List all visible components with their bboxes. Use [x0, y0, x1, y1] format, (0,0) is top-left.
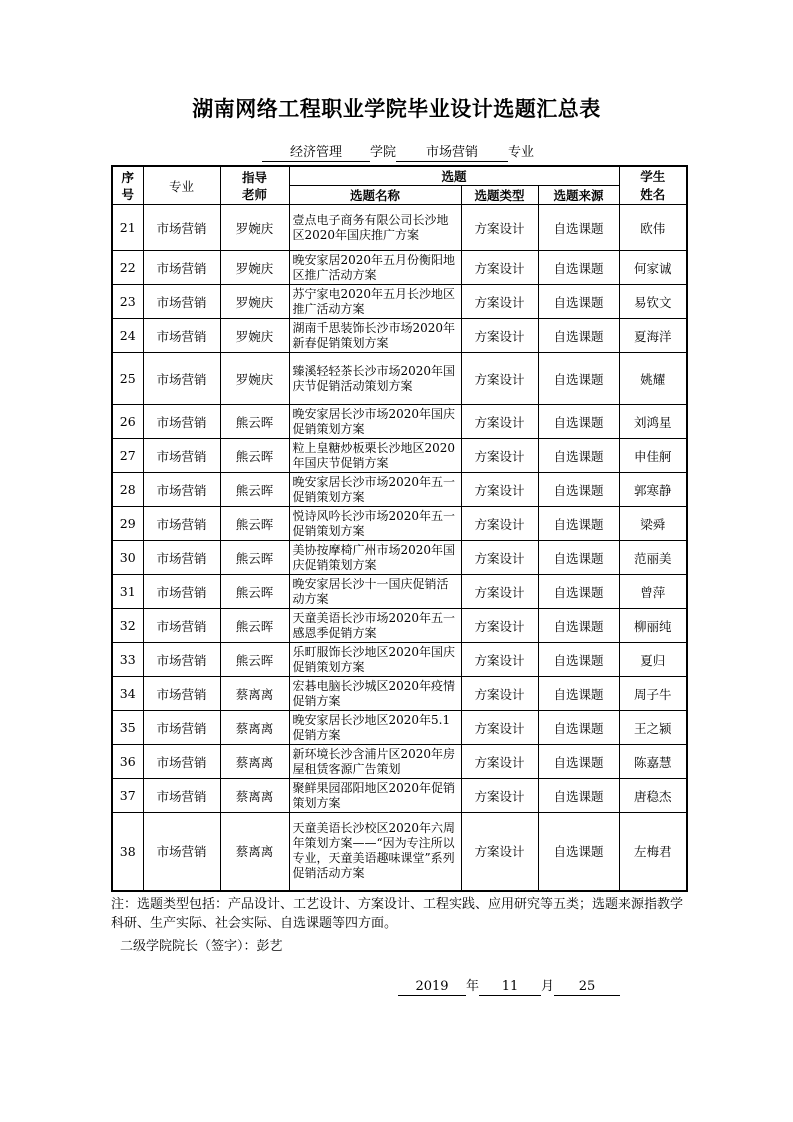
row-student: 郭寒静 — [619, 473, 687, 507]
row-advisor: 蔡离离 — [220, 813, 289, 891]
row-advisor: 熊云晖 — [220, 439, 289, 473]
row-number: 30 — [112, 541, 143, 575]
table-note: 注：选题类型包括：产品设计、工艺设计、方案设计、工程实践、应用研究等五类；选题来源指教学科研、生产实际、社会实际、自选课题等四方面。 — [111, 897, 684, 931]
row-number: 35 — [112, 711, 143, 745]
row-number: 28 — [112, 473, 143, 507]
signature-line — [120, 935, 283, 954]
row-topic-type: 方案设计 — [461, 541, 538, 575]
row-number: 29 — [112, 507, 143, 541]
row-student: 刘鸿星 — [619, 405, 687, 439]
table-row — [112, 643, 687, 677]
row-topic-source: 自选课题 — [538, 745, 619, 779]
college-suffix: 学院 — [370, 145, 397, 160]
major-suffix: 专业 — [508, 145, 535, 160]
row-major: 市场营销 — [143, 319, 220, 353]
row-topic-name: 臻溪轻轻茶长沙市场2020年国庆节促销活动策划方案 — [289, 353, 461, 405]
row-number: 38 — [112, 813, 143, 891]
header-advisor: 指导老师 — [220, 166, 289, 205]
row-topic-type: 方案设计 — [461, 205, 538, 251]
row-topic-type: 方案设计 — [461, 779, 538, 813]
date-month-label: 月 — [541, 979, 555, 994]
table-row — [112, 439, 687, 473]
row-topic-source: 自选课题 — [538, 711, 619, 745]
table-row — [112, 711, 687, 745]
row-topic-source: 自选课题 — [538, 779, 619, 813]
row-number: 26 — [112, 405, 143, 439]
major-value: 市场营销 — [396, 145, 508, 162]
row-advisor: 熊云晖 — [220, 473, 289, 507]
row-number: 34 — [112, 677, 143, 711]
table-row — [112, 473, 687, 507]
row-topic-name: 美协按摩椅广州市场2020年国庆促销策划方案 — [289, 541, 461, 575]
row-topic-type: 方案设计 — [461, 439, 538, 473]
row-topic-type: 方案设计 — [461, 319, 538, 353]
row-topic-type: 方案设计 — [461, 285, 538, 319]
topic-summary-table — [111, 165, 688, 892]
table-row — [112, 205, 687, 251]
row-student: 易钦文 — [619, 285, 687, 319]
row-topic-source: 自选课题 — [538, 439, 619, 473]
row-topic-type: 方案设计 — [461, 353, 538, 405]
table-row — [112, 609, 687, 643]
row-advisor: 蔡离离 — [220, 779, 289, 813]
row-number: 22 — [112, 251, 143, 285]
row-topic-type: 方案设计 — [461, 405, 538, 439]
row-advisor: 罗婉庆 — [220, 319, 289, 353]
row-topic-type: 方案设计 — [461, 711, 538, 745]
row-topic-source: 自选课题 — [538, 405, 619, 439]
row-topic-type: 方案设计 — [461, 575, 538, 609]
row-major: 市场营销 — [143, 507, 220, 541]
college-major-line — [262, 145, 534, 162]
row-topic-source: 自选课题 — [538, 473, 619, 507]
row-topic-type: 方案设计 — [461, 813, 538, 891]
row-major: 市场营销 — [143, 285, 220, 319]
row-topic-name: 晚安家居长沙地区2020年5.1促销方案 — [289, 711, 461, 745]
row-topic-name: 新环境长沙含浦片区2020年房屋租赁客源广告策划 — [289, 745, 461, 779]
row-topic-type: 方案设计 — [461, 609, 538, 643]
row-major: 市场营销 — [143, 609, 220, 643]
row-major: 市场营销 — [143, 473, 220, 507]
row-major: 市场营销 — [143, 541, 220, 575]
header-topic-name: 选题名称 — [289, 186, 461, 205]
row-number: 21 — [112, 205, 143, 251]
row-topic-type: 方案设计 — [461, 251, 538, 285]
row-major: 市场营销 — [143, 353, 220, 405]
row-major: 市场营销 — [143, 439, 220, 473]
row-student: 范丽美 — [619, 541, 687, 575]
header-topic-source: 选题来源 — [538, 186, 619, 205]
table-row — [112, 319, 687, 353]
table-row — [112, 813, 687, 891]
row-advisor: 蔡离离 — [220, 745, 289, 779]
date-line — [398, 975, 620, 996]
row-topic-source: 自选课题 — [538, 285, 619, 319]
row-topic-source: 自选课题 — [538, 677, 619, 711]
row-topic-source: 自选课题 — [538, 541, 619, 575]
header-major: 专业 — [143, 166, 220, 205]
row-number: 32 — [112, 609, 143, 643]
row-major: 市场营销 — [143, 745, 220, 779]
row-advisor: 蔡离离 — [220, 711, 289, 745]
row-number: 31 — [112, 575, 143, 609]
row-number: 36 — [112, 745, 143, 779]
row-major: 市场营销 — [143, 575, 220, 609]
row-student: 唐稳杰 — [619, 779, 687, 813]
row-topic-source: 自选课题 — [538, 353, 619, 405]
row-number: 27 — [112, 439, 143, 473]
row-advisor: 罗婉庆 — [220, 353, 289, 405]
row-topic-name: 苏宁家电2020年五月长沙地区推广活动方案 — [289, 285, 461, 319]
college-value: 经济管理 — [262, 145, 370, 162]
row-topic-type: 方案设计 — [461, 643, 538, 677]
row-topic-source: 自选课题 — [538, 205, 619, 251]
row-student: 周子牛 — [619, 677, 687, 711]
row-topic-name: 宏碁电脑长沙城区2020年疫情促销方案 — [289, 677, 461, 711]
row-topic-name: 天童美语长沙市场2020年五一感恩季促销方案 — [289, 609, 461, 643]
row-topic-name: 粒上皇糖炒板栗长沙地区2020年国庆节促销方案 — [289, 439, 461, 473]
row-student: 何家诚 — [619, 251, 687, 285]
row-topic-name: 天童美语长沙校区2020年六周年策划方案——“因为专注所以专业，天童美语趣味课堂”系列促销活动方案 — [289, 813, 461, 891]
header-student: 学生姓名 — [619, 166, 687, 205]
row-major: 市场营销 — [143, 405, 220, 439]
date-year: 2019 — [398, 979, 466, 996]
row-student: 左梅君 — [619, 813, 687, 891]
row-number: 23 — [112, 285, 143, 319]
row-topic-source: 自选课题 — [538, 575, 619, 609]
row-student: 夏归 — [619, 643, 687, 677]
signature-label: 二级学院院长（签字）： — [120, 939, 257, 954]
table-row — [112, 251, 687, 285]
page-title: 湖南网络工程职业学院毕业设计选题汇总表 — [192, 97, 601, 121]
row-advisor: 熊云晖 — [220, 541, 289, 575]
row-topic-name: 湖南千思装饰长沙市场2020年新春促销策划方案 — [289, 319, 461, 353]
table-row — [112, 745, 687, 779]
table-row — [112, 779, 687, 813]
row-number: 33 — [112, 643, 143, 677]
row-topic-source: 自选课题 — [538, 319, 619, 353]
row-student: 夏海洋 — [619, 319, 687, 353]
row-number: 25 — [112, 353, 143, 405]
row-topic-type: 方案设计 — [461, 745, 538, 779]
row-advisor: 熊云晖 — [220, 575, 289, 609]
row-number: 24 — [112, 319, 143, 353]
row-advisor: 罗婉庆 — [220, 205, 289, 251]
row-student: 柳丽纯 — [619, 609, 687, 643]
row-topic-name: 乐町服饰长沙地区2020年国庆促销策划方案 — [289, 643, 461, 677]
row-major: 市场营销 — [143, 677, 220, 711]
row-topic-name: 晚安家居长沙市场2020年五一促销策划方案 — [289, 473, 461, 507]
date-day: 25 — [554, 979, 620, 996]
table-row — [112, 285, 687, 319]
row-topic-name: 晚安家居长沙市场2020年国庆促销策划方案 — [289, 405, 461, 439]
row-major: 市场营销 — [143, 251, 220, 285]
row-student: 王之颍 — [619, 711, 687, 745]
row-topic-source: 自选课题 — [538, 813, 619, 891]
row-topic-type: 方案设计 — [461, 473, 538, 507]
row-topic-source: 自选课题 — [538, 251, 619, 285]
table-row — [112, 405, 687, 439]
row-advisor: 罗婉庆 — [220, 251, 289, 285]
row-student: 梁舜 — [619, 507, 687, 541]
row-topic-source: 自选课题 — [538, 507, 619, 541]
row-advisor: 蔡离离 — [220, 677, 289, 711]
row-advisor: 熊云晖 — [220, 507, 289, 541]
table-row — [112, 541, 687, 575]
row-major: 市场营销 — [143, 643, 220, 677]
row-student: 陈嘉慧 — [619, 745, 687, 779]
row-topic-source: 自选课题 — [538, 643, 619, 677]
table-row — [112, 353, 687, 405]
row-advisor: 熊云晖 — [220, 405, 289, 439]
header-topic-type: 选题类型 — [461, 186, 538, 205]
row-topic-name: 壹点电子商务有限公司长沙地区2020年国庆推广方案 — [289, 205, 461, 251]
table-row — [112, 575, 687, 609]
row-advisor: 熊云晖 — [220, 609, 289, 643]
row-major: 市场营销 — [143, 205, 220, 251]
row-major: 市场营销 — [143, 779, 220, 813]
row-topic-type: 方案设计 — [461, 507, 538, 541]
row-student: 欧伟 — [619, 205, 687, 251]
row-topic-type: 方案设计 — [461, 677, 538, 711]
row-student: 申佳舸 — [619, 439, 687, 473]
row-topic-name: 晚安家居长沙十一国庆促销活动方案 — [289, 575, 461, 609]
row-topic-name: 晚安家居2020年五月份衡阳地区推广活动方案 — [289, 251, 461, 285]
row-topic-name: 聚鲜果园邵阳地区2020年促销策划方案 — [289, 779, 461, 813]
row-student: 姚耀 — [619, 353, 687, 405]
table-row — [112, 507, 687, 541]
header-topic-group: 选题 — [289, 166, 619, 186]
header-seq: 序号 — [112, 166, 143, 205]
row-student: 曾萍 — [619, 575, 687, 609]
row-topic-source: 自选课题 — [538, 609, 619, 643]
table-row — [112, 677, 687, 711]
date-year-label: 年 — [466, 979, 480, 994]
row-advisor: 熊云晖 — [220, 643, 289, 677]
row-number: 37 — [112, 779, 143, 813]
row-major: 市场营销 — [143, 813, 220, 891]
row-topic-name: 悦诗风吟长沙市场2020年五一促销策划方案 — [289, 507, 461, 541]
row-advisor: 罗婉庆 — [220, 285, 289, 319]
signature-name: 彭艺 — [256, 939, 283, 954]
row-major: 市场营销 — [143, 711, 220, 745]
date-month: 11 — [479, 979, 541, 996]
